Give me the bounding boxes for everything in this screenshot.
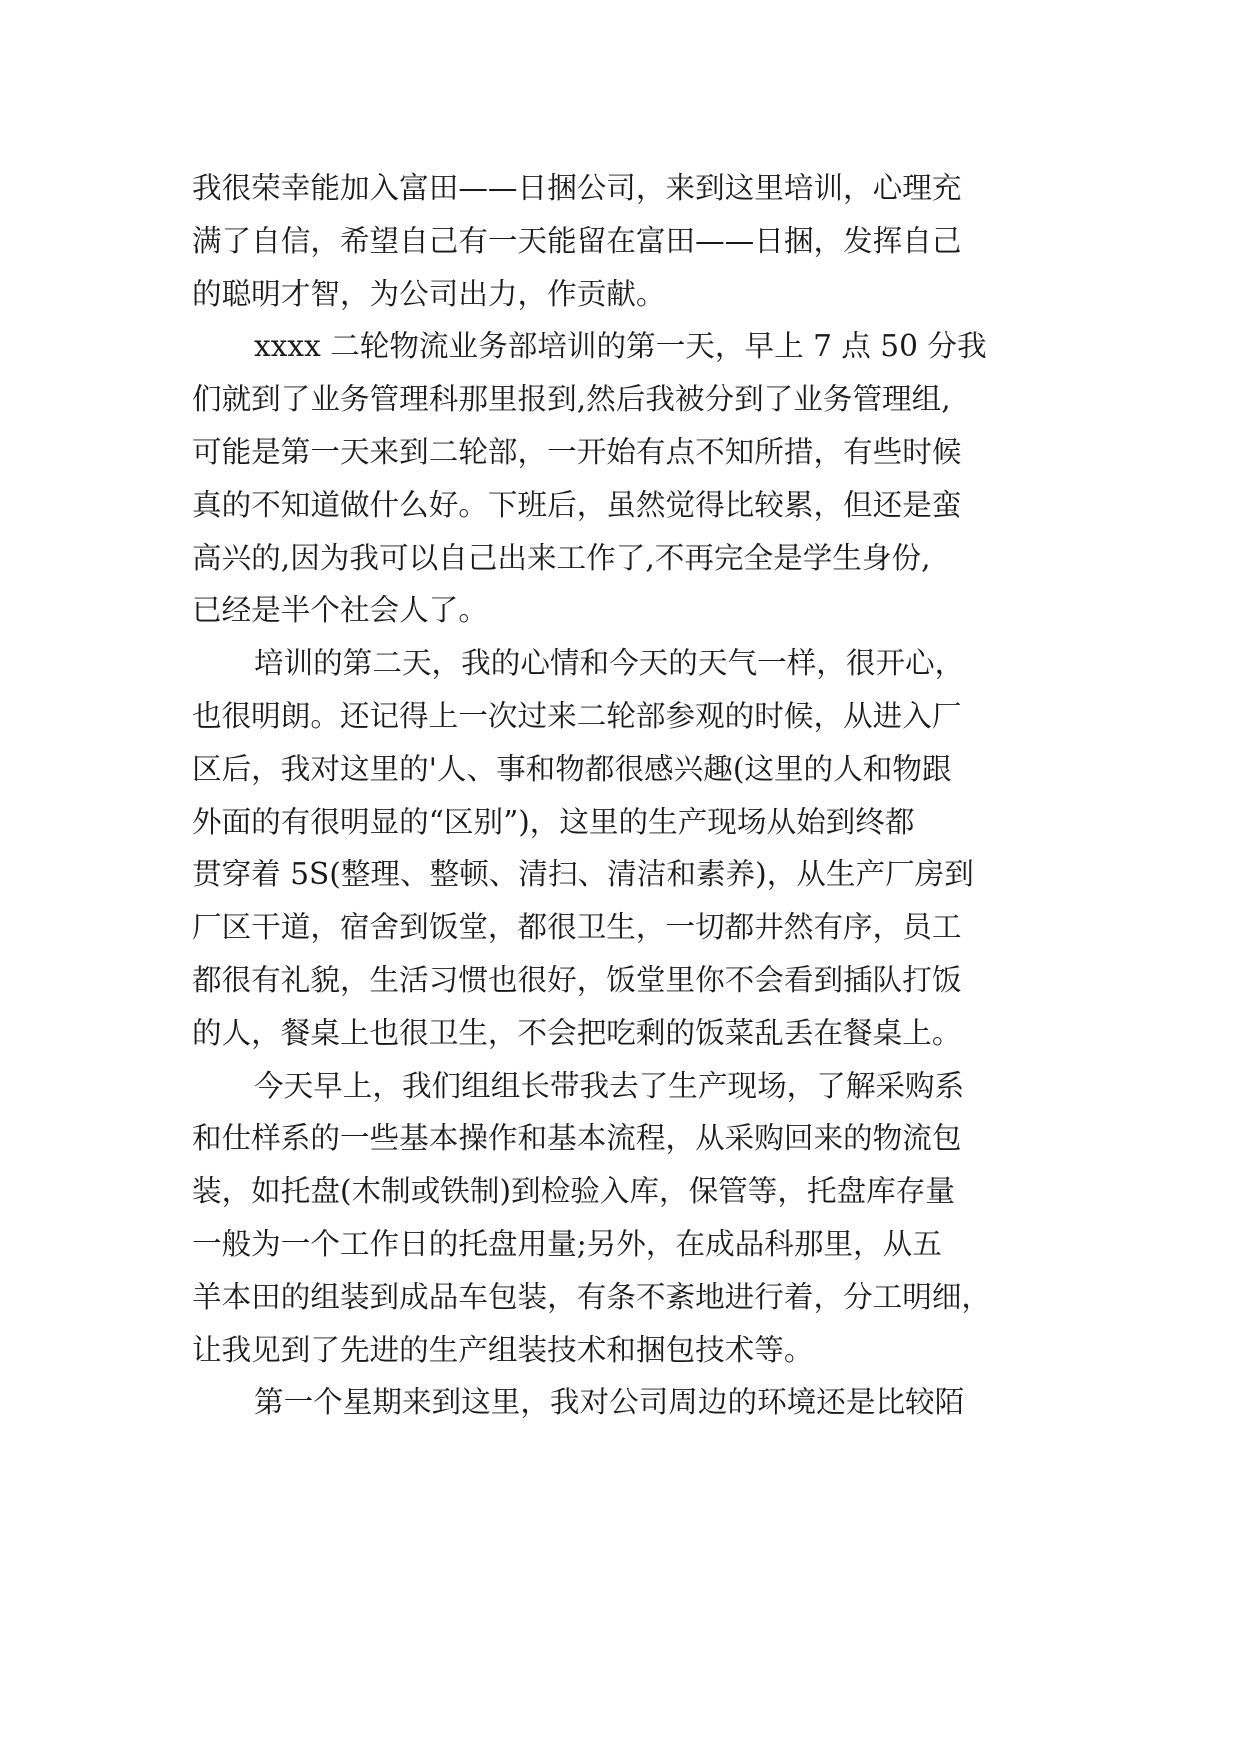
text-line: 们就到了业务管理科那里报到,然后我被分到了业务管理组,	[192, 382, 951, 417]
text-line: 都很有礼貌，生活习惯也很好，饭堂里你不会看到插队打饭	[192, 962, 962, 997]
text-line: 第一个星期来到这里，我对公司周边的环境还是比较陌	[254, 1385, 965, 1420]
text-line: 的聪明才智，为公司出力，作贡献。	[192, 276, 666, 311]
text-line: 羊本田的组装到成品车包装，有条不紊地进行着，分工明细，	[192, 1279, 992, 1314]
text-line: 高兴的,因为我可以自己出来工作了,不再完全是学生身份,	[192, 540, 931, 575]
paragraph-3	[192, 637, 1062, 1059]
text-line: 也很明朗。还记得上一次过来二轮部参观的时候，从进入厂	[192, 698, 962, 733]
text-line: 贯穿着 5S(整理、整顿、清扫、清洁和素养)，从生产厂房到	[192, 857, 974, 892]
text-line: xxxx 二轮物流业务部培训的第一天，早上 7 点 50 分我	[254, 329, 987, 364]
text-line: 可能是第一天来到二轮部，一开始有点不知所措，有些时候	[192, 434, 962, 469]
text-line: 让我见到了先进的生产组装技术和捆包技术等。	[192, 1332, 814, 1367]
text-line: 今天早上，我们组组长带我去了生产现场，了解采购系	[254, 1068, 965, 1103]
text-line: 满了自信，希望自己有一天能留在富田——日捆，发挥自己	[192, 223, 962, 258]
document-body	[192, 162, 1062, 1429]
text-line: 的人，餐桌上也很卫生，不会把吃剩的饭菜乱丢在餐桌上。	[192, 1015, 962, 1050]
paragraph-1	[192, 162, 1062, 320]
text-line: 外面的有很明显的“区别”)，这里的生产现场从始到终都	[192, 804, 915, 839]
text-line: 厂区干道，宿舍到饭堂，都很卫生，一切都井然有序，员工	[192, 910, 962, 945]
text-line: 和仕样系的一些基本操作和基本流程，从采购回来的物流包	[192, 1121, 962, 1156]
text-line: 区后，我对这里的'人、事和物都很感兴趣(这里的人和物跟	[192, 751, 952, 786]
text-line: 一般为一个工作日的托盘用量;另外，在成品科那里，从五	[192, 1226, 942, 1261]
text-line: 真的不知道做什么好。下班后，虽然觉得比较累，但还是蛮	[192, 487, 962, 522]
text-line: 装，如托盘(木制或铁制)到检验入库，保管等，托盘库存量	[192, 1174, 955, 1209]
paragraph-5	[192, 1376, 1062, 1429]
text-line: 我很荣幸能加入富田——日捆公司，来到这里培训，心理充	[192, 171, 962, 205]
paragraph-2	[192, 320, 1062, 637]
paragraph-4	[192, 1060, 1062, 1377]
text-line: 培训的第二天，我的心情和今天的天气一样，很开心，	[254, 646, 965, 681]
text-line: 已经是半个社会人了。	[192, 593, 488, 628]
